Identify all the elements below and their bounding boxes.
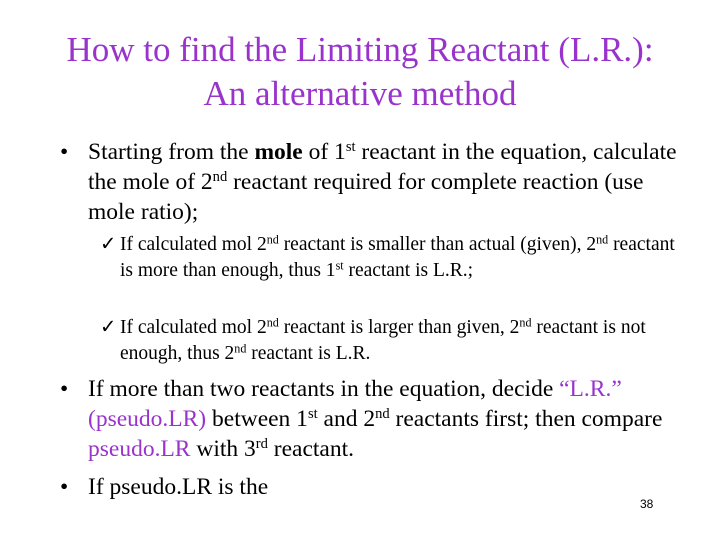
page-number: 38 bbox=[640, 497, 654, 511]
bullet-item-more-reactants bbox=[60, 374, 680, 464]
bullet-icon: • bbox=[60, 376, 69, 402]
bullet-text: If more than two reactants in the equation, decide “L.R.” (pseudo.LR) between 1st and 2nd reactants first; then compare pseudo.LR with 3rd reactant. bbox=[88, 376, 663, 462]
title-line-2: An alternative method bbox=[203, 74, 517, 113]
sub-item-larger bbox=[100, 315, 690, 367]
title-line-1: How to find the Limiting Reactant (L.R.): bbox=[66, 30, 654, 69]
slide-title bbox=[0, 28, 720, 116]
sub-item-smaller bbox=[100, 232, 690, 284]
bullet-text: If pseudo.LR is the bbox=[88, 474, 269, 500]
bullet-icon: • bbox=[60, 474, 69, 500]
sub-item-text: If calculated mol 2nd reactant is smaller than actual (given), 2nd reactant is more than enough, thus 1st reactant is L.R.; bbox=[120, 232, 675, 281]
bullet-item-pseudo-lr bbox=[60, 472, 680, 502]
checkmark-icon: ✓ bbox=[100, 317, 117, 338]
bullet-text: Starting from the mole of 1st reactant in the equation, calculate the mole of 2nd reactant required for complete reaction (use mole ratio); bbox=[88, 139, 677, 225]
bullet-item-mole-method bbox=[60, 137, 680, 227]
sub-item-text: If calculated mol 2nd reactant is larger than given, 2nd reactant is not enough, thus 2nd reactant is L.R. bbox=[120, 315, 646, 364]
checkmark-icon: ✓ bbox=[100, 234, 117, 255]
bullet-icon: • bbox=[60, 139, 69, 165]
